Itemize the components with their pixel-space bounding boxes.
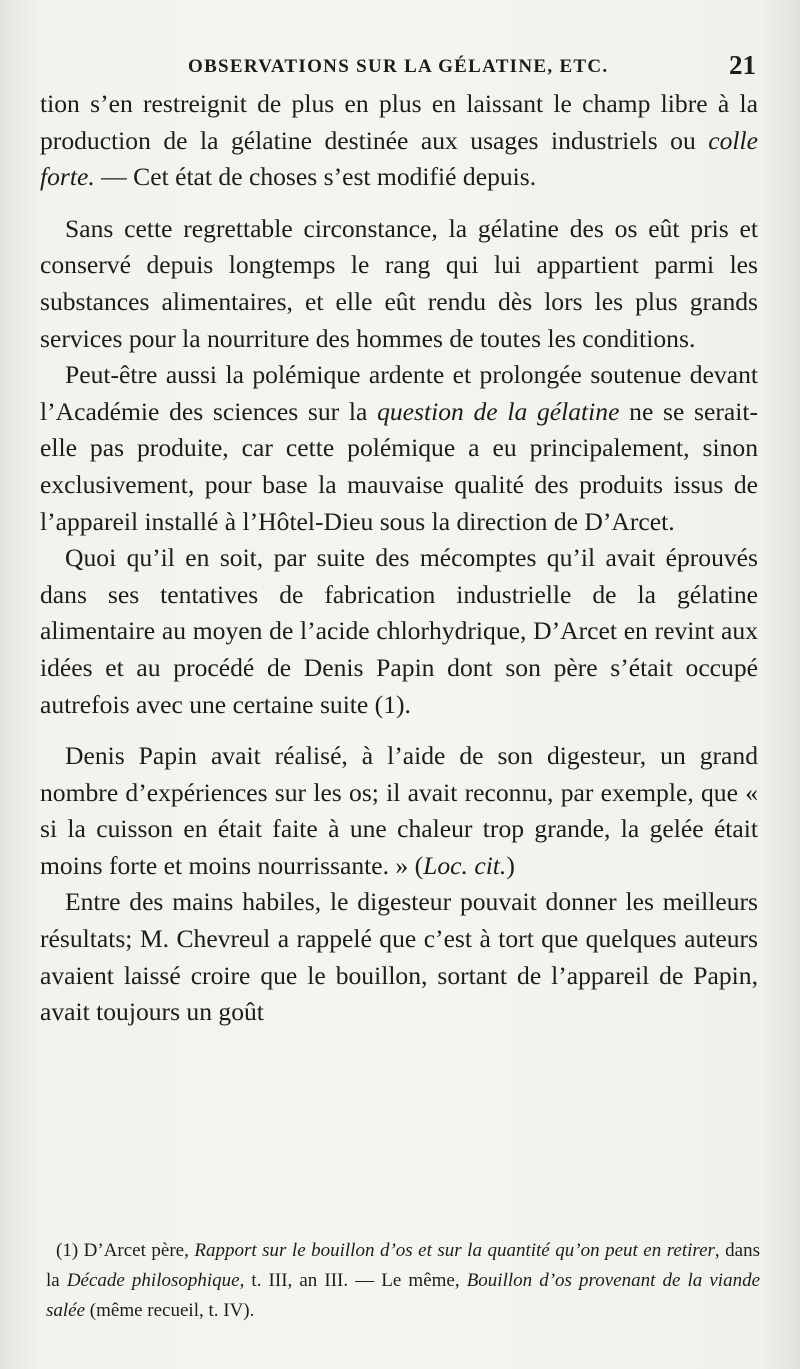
text-run: , dans la: [46, 1240, 760, 1291]
paragraph: [40, 884, 758, 1030]
paragraph: [40, 540, 758, 723]
text-run: Sans cette regrettable circonstance, la gélatine des os eût pris et conservé depuis longtemps le rang qui lui appartient parmi les substances alimentaires, et elle eût rendu dès lors les plus grands services pour la nourriture des hommes de toutes les conditions.: [40, 213, 758, 353]
text-run: Quoi qu’il en soit, par suite des mécomptes qu’il avait éprouvés dans ses tentatives de fabrication industrielle de la gélatine alimentaire au moyen de l’acide chlorhydrique, D’Arcet en revint aux idées et au procédé de Denis Papin dont son père s’était occupé autrefois avec une certaine suite (1).: [40, 543, 758, 719]
paragraph: [40, 738, 758, 884]
paragraph: [40, 86, 758, 196]
footnote: [46, 1236, 760, 1326]
paragraph: [40, 357, 758, 540]
text-run: (1) D’Arcet père,: [56, 1240, 195, 1261]
text-run: Entre des mains habiles, le digesteur pouvait donner les meilleurs résultats; M. Chevreul a rappelé que c’est à tort que quelques auteurs avaient laissé croire que le bouillon, sortant de l’appareil de Papin, avait toujours un goût: [40, 887, 758, 1027]
text-run: Denis Papin avait réalisé, à l’aide de son digesteur, un grand nombre d’expériences sur les os; il avait reconnu, par exemple, que « si la cuisson en était faite à une chaleur trop grande, la gelée était moins forte et moins nourrissante. » (: [40, 741, 758, 880]
italic-text-run: Rapport sur le bouillon d’os et sur la quantité qu’on peut en retirer: [194, 1240, 715, 1261]
text-run: ): [506, 850, 515, 880]
page-number: 21: [729, 50, 756, 80]
italic-text-run: Bouillon d’os provenant de la viande salée: [46, 1270, 761, 1321]
text-run: Peut-être aussi la polémique ardente et prolongée soutenue devant l’Académie des sciences sur la: [40, 360, 758, 426]
text-run: ne se serait-elle pas produite, car cette polémique a eu principalement, sinon exclusivement, pour base la mauvaise qualité des produits issus de l’appareil installé à l’Hôtel-Dieu sous la direction de D’Arcet.: [40, 396, 758, 536]
body-text: [40, 86, 758, 1031]
paragraph: [40, 211, 758, 357]
text-run: (même recueil, t. IV).: [85, 1300, 255, 1321]
text-run: , t. III, an III. — Le même,: [239, 1270, 467, 1291]
footnotes: [46, 1236, 760, 1326]
running-header: [40, 50, 756, 84]
running-title: OBSERVATIONS SUR LA GÉLATINE, ETC.: [188, 56, 609, 77]
italic-text-run: colle forte.: [40, 125, 758, 192]
italic-text-run: Loc. cit.: [423, 850, 507, 880]
text-run: — Cet état de choses s’est modifié depuis.: [94, 162, 537, 192]
italic-text-run: Décade philosophique: [66, 1270, 240, 1291]
italic-text-run: question de la gélatine: [377, 396, 620, 426]
text-run: tion s’en restreignit de plus en plus en laissant le champ libre à la production de la gélatine destinée aux usages industriels ou: [40, 89, 758, 155]
